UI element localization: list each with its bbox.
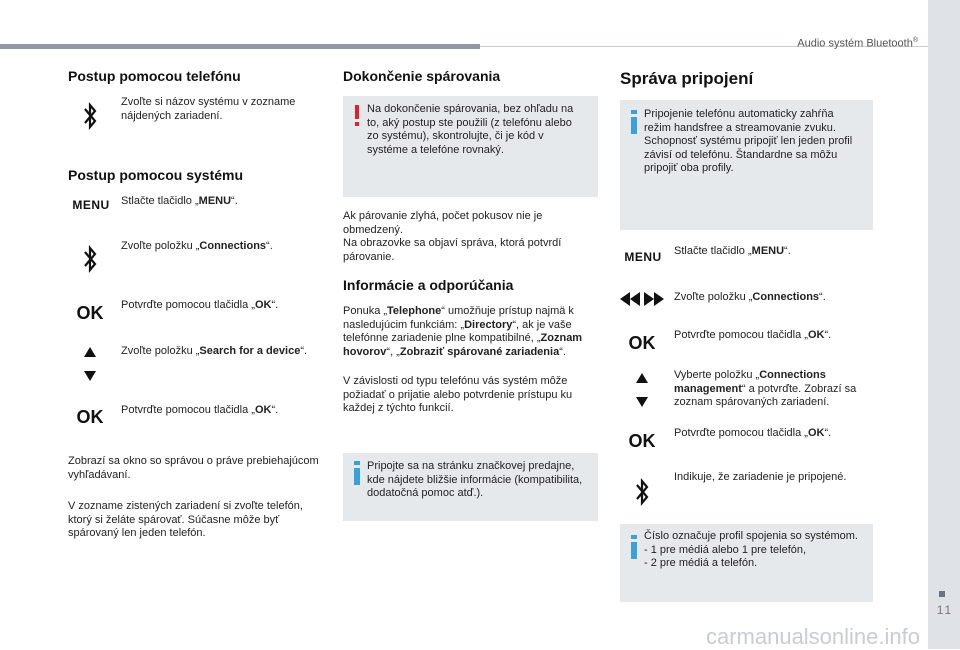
- note-text: Pripojte sa na stránku značkovej predajne, kde nájdete bližšie informácie (kompatibilita, dodatočná pomoc atď.).: [367, 460, 583, 499]
- info-icon: [630, 110, 638, 139]
- step-text: Stlačte tlačidlo „MENU“.: [674, 245, 791, 257]
- step-text: Potvrďte pomocou tlačidla „OK“.: [121, 299, 279, 311]
- menu-button-icon: MENU: [72, 198, 110, 212]
- info-icon: [630, 535, 638, 564]
- up-down-arrows-icon: [630, 370, 654, 410]
- page-marker: [939, 591, 945, 597]
- side-tab: [928, 0, 960, 649]
- step-text: Potvrďte pomocou tlačidla „OK“.: [674, 427, 832, 439]
- step-text: Stlačte tlačidlo „MENU“.: [121, 195, 238, 207]
- step-text: Potvrďte pomocou tlačidla „OK“.: [121, 404, 279, 416]
- bluetooth-icon: [78, 100, 102, 132]
- step-text: Zvoľte položku „Connections“.: [674, 291, 826, 303]
- watermark: carmanualsonline.info: [705, 624, 920, 649]
- step-text: Vyberte položku „Connections management“ a potvrďte. Zobrazí sa zoznam spárovaných zariadení.: [674, 369, 857, 408]
- heading-info-recommendations: Informácie a odporúčania: [343, 277, 514, 293]
- page-number: 11: [936, 603, 954, 617]
- ok-button-icon: OK: [76, 302, 104, 323]
- paragraph: Ak párovanie zlyhá, počet pokusov nie je obmedzený.: [343, 210, 543, 236]
- heading-manage-connections: Správa pripojení: [620, 69, 754, 88]
- ok-button-icon: OK: [628, 430, 656, 451]
- ok-button-icon: OK: [628, 332, 656, 353]
- note-box: [343, 453, 598, 521]
- info-text: Pripojenie telefónu automaticky zahŕňa režim handsfree a streamovanie zvuku. Schopnosť systému pripojiť len jeden profil závisí od telefónu. Štandardne sa môžu pripojiť oba profily.: [644, 108, 853, 174]
- up-down-arrows-icon: [78, 344, 102, 384]
- menu-button-icon: MENU: [624, 250, 662, 264]
- step-text: Potvrďte pomocou tlačidla „OK“.: [674, 329, 832, 341]
- list-item: - 1 pre médiá alebo 1 pre telefón,: [644, 543, 807, 556]
- header-bar: [0, 44, 480, 49]
- warning-box: [343, 96, 598, 197]
- ok-button-icon: OK: [76, 406, 104, 427]
- step-text: Zvoľte položku „Connections“.: [121, 240, 273, 252]
- info-paragraph: Ponuka „Telephone“ umožňuje prístup najmä k nasledujúcim funkciám: „Directory“, ak je vaše telefónne zariadenie plne kompatibilné, „Zoznam hovorov“, „Zobraziť spárované zariadenia“.: [343, 305, 583, 358]
- info-box: [620, 100, 873, 230]
- heading-finish-pairing: Dokončenie spárovania: [343, 68, 501, 84]
- phone-step-text: Zvoľte si názov systému v zozname nájdených zariadení.: [121, 96, 296, 122]
- bluetooth-icon: [630, 476, 654, 508]
- warning-icon: [354, 105, 360, 132]
- note-text: Číslo označuje profil spojenia so systémom. - 1 pre médiá alebo 1 pre telefón, - 2 pre médiá a telefón.: [644, 530, 858, 569]
- warning-text: Na dokončenie spárovania, bez ohľadu na to, aký postup ste použili (z telefónu alebo zo systému), skontrolujte, či je kód v systéme a telefóne rovnaký.: [367, 103, 574, 156]
- info-icon: [353, 461, 361, 490]
- paragraph: Zobrazí sa okno so správou o práve prebiehajúcom vyhľadávaní.: [68, 455, 319, 481]
- heading-phone-procedure: Postup pomocou telefónu: [68, 68, 241, 84]
- heading-system-procedure: Postup pomocou systému: [68, 167, 244, 183]
- note-box: [620, 524, 873, 602]
- left-right-arrows-icon: [619, 290, 665, 308]
- list-item: - 2 pre médiá a telefón.: [644, 557, 758, 569]
- paragraph: V závislosti od typu telefónu vás systém môže požiadať o prijatie alebo potvrdenie prístupu ku každej z týchto funkcií.: [343, 375, 573, 414]
- step-text: Zvoľte položku „Search for a device“.: [121, 345, 308, 357]
- step-text: Indikuje, že zariadenie je pripojené.: [674, 471, 847, 483]
- paragraph: Na obrazovke sa objaví správa, ktorá potvrdí párovanie.: [343, 237, 562, 263]
- bluetooth-icon: [78, 243, 102, 275]
- header-title: Audio systém Bluetooth®: [797, 37, 918, 50]
- paragraph: V zozname zistených zariadení si zvoľte telefón, ktorý si želáte spárovať. Súčasne môže byť spárovaný len jeden telefón.: [68, 500, 303, 539]
